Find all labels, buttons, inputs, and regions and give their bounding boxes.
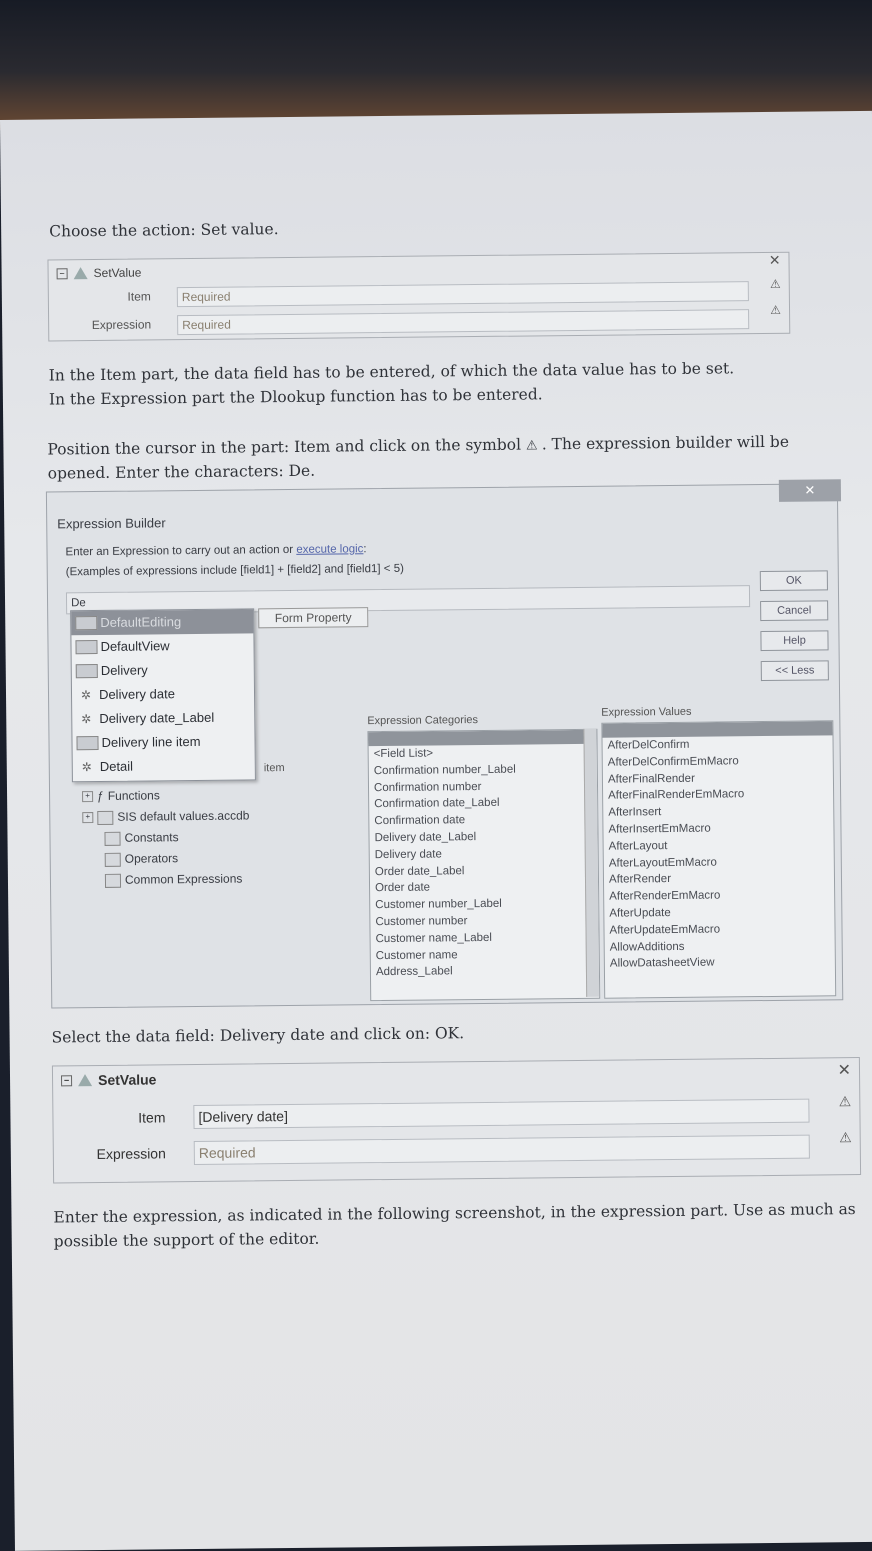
list-item[interactable]: Order date (375, 881, 431, 895)
categories-label: Expression Categories (367, 714, 479, 728)
item-field[interactable]: Required (177, 281, 749, 307)
table-icon (76, 664, 98, 678)
list-item[interactable]: Delivery date (374, 848, 442, 861)
dialog-title: Expression Builder (57, 515, 166, 532)
paragraph-2-line-1 (47, 430, 789, 464)
list-item[interactable]: Address_Label (375, 965, 453, 979)
list-item[interactable]: AfterLayout (608, 839, 668, 853)
autocomplete-list[interactable] (70, 608, 256, 782)
tree-item-common-expressions[interactable] (83, 868, 250, 891)
item-field[interactable]: [Delivery date] (193, 1099, 809, 1129)
field-icon: ✲ (80, 688, 92, 703)
list-item[interactable]: AfterRender (608, 873, 672, 887)
autocomplete-label: Detail (99, 758, 134, 774)
tree-label: Constants (124, 830, 179, 845)
form-icon (75, 616, 97, 630)
tree-item-constants[interactable] (82, 826, 249, 849)
delete-icon[interactable]: ✕ (768, 252, 781, 269)
list-item[interactable]: AllowDatasheetView (609, 956, 715, 971)
autocomplete-item[interactable] (71, 609, 253, 635)
list-item[interactable]: AfterInsert (608, 806, 662, 819)
final-line-1: Enter the expression, as indicated in the following screenshot, in the expression part. Use as much as (53, 1200, 856, 1227)
builder-description (65, 543, 366, 558)
warning-icon (74, 267, 88, 279)
builder-icon[interactable]: ⚠ (838, 1094, 852, 1111)
builder-icon[interactable]: ⚠ (770, 302, 782, 317)
list-item[interactable]: AfterDelConfirmEmMacro (607, 755, 739, 769)
collapse-icon[interactable]: − (57, 268, 68, 279)
tree-item-operators[interactable] (83, 847, 250, 870)
tree-label: Common Expressions (124, 871, 243, 887)
tree-item-functions[interactable] (82, 784, 249, 807)
categories-scrollbar[interactable] (583, 729, 599, 997)
desc-suffix: : (363, 543, 367, 556)
functions-icon: ƒ (97, 788, 104, 804)
autocomplete-item[interactable] (72, 657, 254, 683)
categories-list[interactable] (367, 729, 600, 1001)
book-page (0, 111, 872, 1551)
autocomplete-label: Delivery date (98, 686, 175, 702)
expression-elements-tree (82, 784, 250, 891)
field-icon: ✲ (81, 712, 92, 727)
tree-label: Functions (107, 788, 160, 803)
constants-icon (104, 831, 120, 845)
tree-item-database[interactable] (82, 805, 249, 828)
list-item[interactable]: AfterInsertEmMacro (608, 822, 711, 836)
list-item[interactable]: Customer name (375, 948, 458, 962)
list-item[interactable]: AllowAdditions (609, 940, 685, 954)
collapse-icon[interactable]: − (61, 1075, 72, 1086)
intro-text: Choose the action: Set value. (49, 220, 279, 241)
warning-icon (78, 1074, 92, 1086)
desc-prefix: Enter an Expression to carry out an action or (65, 543, 297, 559)
section-icon: ✲ (81, 760, 92, 775)
autocomplete-item[interactable] (73, 753, 255, 779)
list-item[interactable]: <Field List> (373, 747, 434, 761)
tree-label: SIS default values.accdb (117, 808, 250, 824)
expression-input[interactable]: De (66, 585, 750, 614)
item-stub: item (263, 762, 285, 775)
list-item[interactable]: Customer number_Label (375, 897, 502, 912)
autocomplete-item[interactable] (72, 705, 254, 731)
expression-builder-dialog (46, 483, 843, 1008)
builder-icon[interactable]: ⚠ (769, 276, 781, 291)
database-icon (97, 810, 113, 824)
expression-label: Expression (91, 317, 152, 333)
autocomplete-label: Delivery (100, 662, 148, 678)
list-item[interactable]: Confirmation number_Label (373, 763, 516, 777)
expand-icon[interactable]: + (82, 791, 93, 802)
list-item[interactable]: Customer number (375, 915, 468, 929)
paragraph-2-text-b: . The expression builder will be (541, 432, 790, 454)
help-button[interactable]: Help (760, 630, 828, 651)
close-button[interactable]: ✕ (779, 479, 841, 502)
builder-icon[interactable]: ⚠ (839, 1130, 852, 1147)
list-item[interactable]: Delivery date_Label (374, 831, 477, 845)
autocomplete-label: Delivery line item (101, 733, 201, 750)
form-property-button[interactable]: Form Property (258, 607, 368, 628)
paragraph-1-line-1: In the Item part, the data field has to be entered, of which the data value has to be set. (48, 359, 735, 385)
list-item[interactable]: AfterUpdate (609, 906, 671, 920)
autocomplete-item[interactable] (72, 681, 254, 707)
item-label: Item (127, 289, 151, 304)
less-button[interactable]: << Less (761, 660, 829, 681)
background-top (0, 0, 872, 130)
macro-header (61, 1071, 157, 1088)
form-icon (75, 640, 97, 654)
autocomplete-item[interactable] (72, 729, 254, 755)
list-item[interactable]: AfterRenderEmMacro (609, 889, 721, 903)
list-item[interactable]: AfterDelConfirm (607, 738, 690, 752)
paragraph-1-line-2: In the Expression part the Dlookup function has to be entered. (48, 385, 543, 409)
cancel-button[interactable]: Cancel (760, 600, 828, 621)
expression-label: Expression (96, 1145, 166, 1163)
operators-icon (105, 852, 121, 866)
setvalue-macro-2 (52, 1057, 861, 1183)
autocomplete-label: DefaultEditing (100, 614, 182, 630)
expression-field[interactable]: Required (177, 309, 749, 335)
list-item[interactable]: Confirmation date_Label (374, 797, 500, 811)
common-expressions-icon (105, 873, 121, 887)
paragraph-2-text-a: Position the cursor in the part: Item and click on the symbol (47, 435, 522, 459)
list-item[interactable]: Confirmation number (373, 780, 482, 794)
macro-title: SetValue (93, 265, 142, 281)
execute-logic-link[interactable]: execute logic (296, 543, 364, 556)
autocomplete-label: Delivery date_Label (99, 709, 215, 726)
list-item[interactable]: AfterUpdateEmMacro (609, 923, 721, 937)
list-item[interactable]: AfterLayoutEmMacro (608, 856, 717, 870)
list-item[interactable]: AfterFinalRenderEmMacro (608, 788, 745, 803)
list-item[interactable]: Confirmation date (374, 814, 466, 828)
item-label: Item (138, 1109, 166, 1126)
values-label: Expression Values (601, 705, 692, 719)
list-item[interactable]: Customer name_Label (375, 931, 492, 945)
list-item[interactable]: Order date_Label (374, 864, 465, 878)
list-item[interactable]: AfterFinalRender (607, 772, 695, 786)
builder-symbol-icon: ⚠ (525, 438, 542, 454)
autocomplete-item[interactable] (71, 633, 253, 659)
expand-icon[interactable]: + (82, 812, 93, 823)
tree-label: Operators (124, 851, 179, 866)
macro-title: SetValue (97, 1071, 157, 1089)
autocomplete-label: DefaultView (100, 638, 170, 654)
expression-field[interactable]: Required (194, 1135, 810, 1165)
paragraph-2-line-2: opened. Enter the characters: De. (47, 461, 316, 483)
builder-examples: (Examples of expressions include [field1] + [field2] and [field1] < 5) (65, 562, 404, 579)
setvalue-macro-1 (47, 252, 790, 342)
values-list[interactable] (601, 720, 836, 998)
delete-icon[interactable]: ✕ (837, 1060, 852, 1080)
final-line-2: possible the support of the editor. (53, 1229, 320, 1251)
table-icon (76, 736, 98, 750)
macro-header (57, 266, 142, 281)
ok-button[interactable]: OK (760, 570, 828, 591)
select-instruction: Select the data field: Delivery date and click on: OK. (51, 1024, 465, 1047)
